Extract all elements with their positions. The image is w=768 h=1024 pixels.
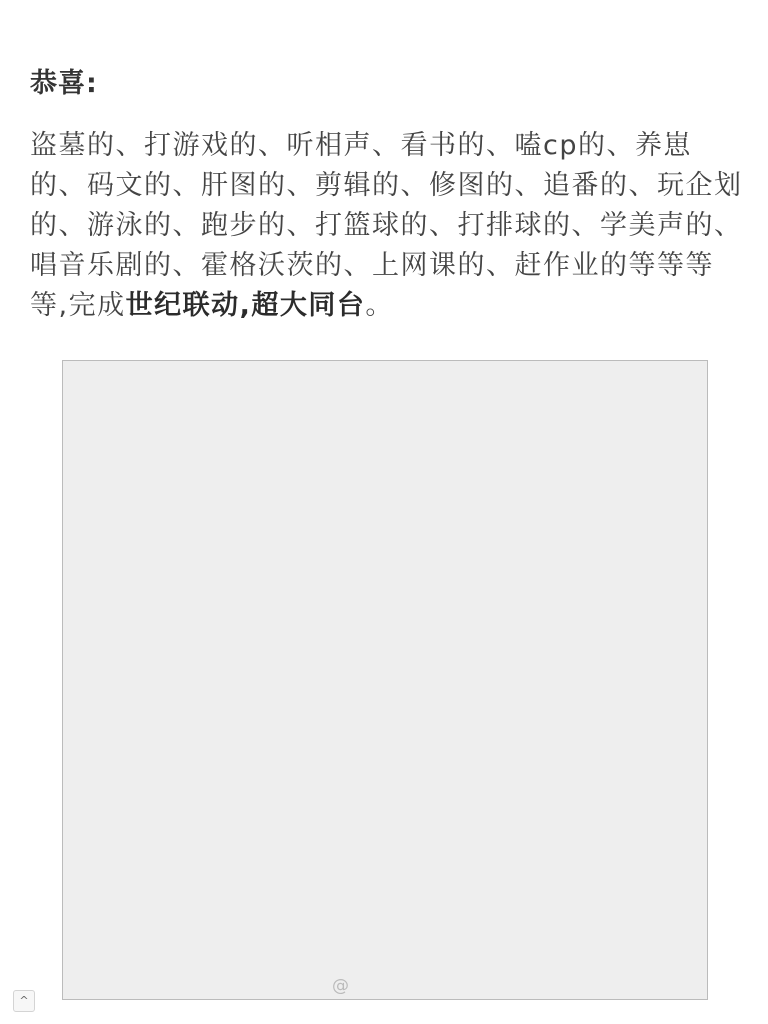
intro-end: 。: [365, 290, 394, 321]
intro-text: 盗墓的、打游戏的、听相声、看书的、嗑cp的、养崽的、码文的、肝图的、剪辑的、修图的、追番的、玩企划的、游泳的、跑步的、打篮球的、打排球的、学美声的、唱音乐剧的、霍格沃茨的、上网课的、赶作业的等等等等,完成: [30, 130, 743, 321]
embedded-image: [62, 360, 708, 1000]
post-intro: [30, 126, 745, 326]
intro-highlight: 世纪联动,超大同台: [125, 290, 366, 321]
chevron-up-icon: ^: [19, 994, 29, 1007]
scroll-to-top-button[interactable]: [13, 990, 35, 1012]
post-heading: 恭喜:: [30, 68, 98, 99]
weibo-watermark: @: [332, 976, 349, 996]
